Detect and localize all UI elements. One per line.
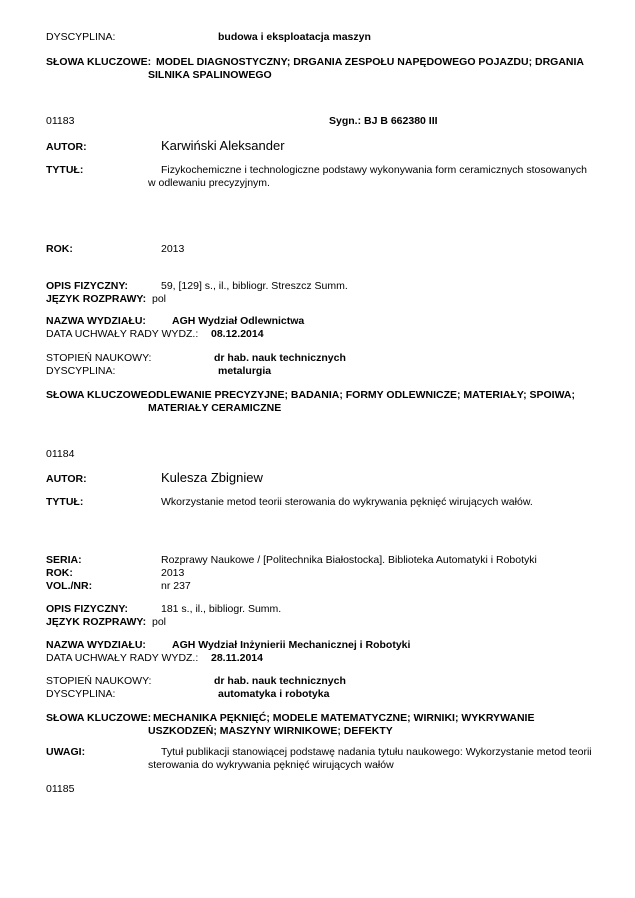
top-slowa-line1: MODEL DIAGNOSTYCZNY; DRGANIA ZESPOŁU NAPĘDOWEGO POJAZDU; DRGANIA	[156, 56, 584, 68]
record1-opis-label: OPIS FIZYCZNY:	[46, 280, 129, 292]
top-dyscyplina-label: DYSCYPLINA:	[46, 31, 116, 43]
record2-autor: Kulesza Zbigniew	[161, 470, 263, 485]
record2-uwagi-label: UWAGI:	[46, 746, 86, 758]
record1-stopien-label: STOPIEŃ NAUKOWY:	[46, 352, 152, 364]
record2-slowa-line2: USZKODZEŃ; MASZYNY WIRNIKOWE; DEFEKTY	[148, 725, 393, 737]
record2-seria-label: SERIA:	[46, 554, 82, 566]
record2-vol: nr 237	[161, 580, 191, 592]
record2-uwagi-line1: Tytuł publikacji stanowiącej podstawę nadania tytułu naukowego: Wykorzystanie metod teorii	[161, 746, 592, 758]
record2-wydzial-label: NAZWA WYDZIAŁU:	[46, 639, 146, 651]
record1-dyscyplina-label: DYSCYPLINA:	[46, 365, 116, 377]
record1-rok: 2013	[161, 243, 185, 255]
top-dyscyplina-value: budowa i eksploatacja maszyn	[218, 31, 371, 43]
record2-dyscyplina: automatyka i robotyka	[218, 688, 330, 700]
record2-rok-label: ROK:	[46, 567, 73, 579]
record1-autor-label: AUTOR:	[46, 141, 87, 153]
record2-seria: Rozprawy Naukowe / [Politechnika Białostocka]. Biblioteka Automatyki i Robotyki	[161, 554, 537, 566]
record1-jezyk-label: JĘZYK ROZPRAWY:	[46, 293, 147, 305]
record1-jezyk: pol	[152, 293, 167, 305]
top-slowa-line2: SILNIKA SPALINOWEGO	[148, 69, 272, 81]
record1-rok-label: ROK:	[46, 243, 73, 255]
record2-rok: 2013	[161, 567, 185, 579]
record2-wydzial: AGH Wydział Inżynierii Mechanicznej i Robotyki	[172, 639, 411, 651]
record1-slowa-line1: ODLEWANIE PRECYZYJNE; BADANIA; FORMY ODLEWNICZE; MATERIAŁY; SPOIWA;	[148, 389, 575, 401]
record1-autor: Karwiński Aleksander	[161, 138, 285, 153]
record1-slowa-label: SŁOWA KLUCZOWE:	[46, 389, 152, 401]
record2-dyscyplina-label: DYSCYPLINA:	[46, 688, 116, 700]
record2-tytul-label: TYTUŁ:	[46, 496, 84, 508]
record1-wydzial: AGH Wydział Odlewnictwa	[172, 315, 305, 327]
record1-tytul-label: TYTUŁ:	[46, 164, 84, 176]
record2-jezyk-label: JĘZYK ROZPRAWY:	[46, 616, 147, 628]
record2-vol-label: VOL./NR:	[46, 580, 93, 592]
record2-slowa-line1: MECHANIKA PĘKNIĘĆ; MODELE MATEMATYCZNE; WIRNIKI; WYKRYWANIE	[153, 712, 535, 724]
record2-number: 01184	[46, 448, 75, 460]
record1-data-label: DATA UCHWAŁY RADY WYDZ.:	[46, 328, 199, 340]
record3-number: 01185	[46, 783, 75, 795]
record1-slowa-line2: MATERIAŁY CERAMICZNE	[148, 402, 282, 414]
record2-opis: 181 s., il., bibliogr. Summ.	[161, 603, 282, 615]
record2-slowa-label: SŁOWA KLUCZOWE:	[46, 712, 152, 724]
record1-tytul-line2: w odlewaniu precyzyjnym.	[148, 177, 270, 189]
record2-tytul: Wkorzystanie metod teorii sterowania do wykrywania pęknięć wirujących wałów.	[161, 496, 533, 508]
record2-opis-label: OPIS FIZYCZNY:	[46, 603, 129, 615]
record2-autor-label: AUTOR:	[46, 473, 87, 485]
record1-dyscyplina: metalurgia	[218, 365, 272, 377]
top-slowa-label: SŁOWA KLUCZOWE:	[46, 56, 152, 68]
record2-data: 28.11.2014	[211, 652, 263, 664]
record1-sygn: Sygn.: BJ B 662380 III	[329, 115, 438, 127]
record1-stopien: dr hab. nauk technicznych	[214, 352, 346, 364]
record2-jezyk: pol	[152, 616, 167, 628]
record2-uwagi-line2: sterowania do wykrywania pęknięć wirujących wałów	[148, 759, 394, 771]
record2-stopien-label: STOPIEŃ NAUKOWY:	[46, 675, 152, 687]
record1-wydzial-label: NAZWA WYDZIAŁU:	[46, 315, 146, 327]
record1-tytul-line1: Fizykochemiczne i technologiczne podstawy wykonywania form ceramicznych stosowanych	[161, 164, 588, 176]
record2-data-label: DATA UCHWAŁY RADY WYDZ.:	[46, 652, 199, 664]
record1-opis: 59, [129] s., il., bibliogr. Streszcz Summ.	[161, 280, 348, 292]
record1-data: 08.12.2014	[211, 328, 264, 340]
record2-stopien: dr hab. nauk technicznych	[214, 675, 346, 687]
record1-number: 01183	[46, 115, 75, 127]
